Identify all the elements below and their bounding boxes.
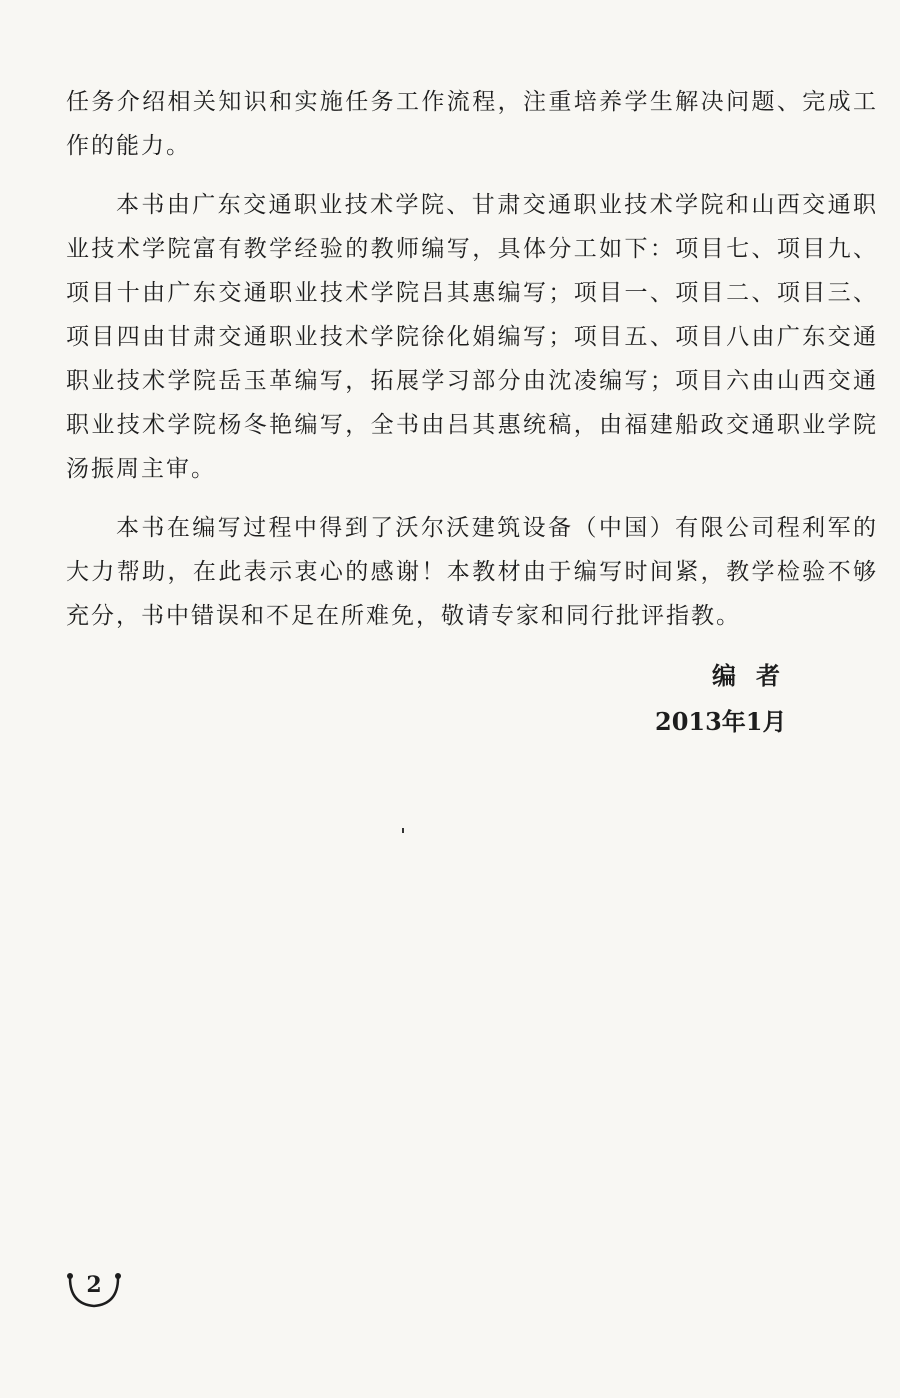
- paragraph-2: 本书由广东交通职业技术学院、甘肃交通职业技术学院和山西交通职业技术学院富有教学经验的教师编写，具体分工如下：项目七、项目九、项目十由广东交通职业技术学院吕其惠编写；项目一、项目二、项目三、项目四由甘肃交通职业技术学院徐化娟编写；项目五、项目八由广东交通职业技术学院岳玉革编写，拓展学习部分由沈凌编写；项目六由山西交通职业技术学院杨冬艳编写，全书由吕其惠统稿，由福建船政交通职业学院汤振周主审。: [66, 192, 878, 482]
- page-number-text: 2: [86, 1272, 102, 1298]
- signature-date: 2013年1月: [655, 707, 787, 736]
- paragraph-1: 任务介绍相关知识和实施任务工作流程，注重培养学生解决问题、完成工作的能力。: [66, 89, 878, 159]
- print-speck: [402, 828, 404, 833]
- page-number: [64, 1268, 124, 1312]
- signature-author: 编者: [712, 661, 800, 690]
- paragraph-3: 本书在编写过程中得到了沃尔沃建筑设备（中国）有限公司程利军的大力帮助，在此表示衷心的感谢！本教材由于编写时间紧，教学检验不够充分，书中错误和不足在所难免，敬请专家和同行批评指教。: [66, 515, 878, 629]
- preface-body: [66, 80, 878, 653]
